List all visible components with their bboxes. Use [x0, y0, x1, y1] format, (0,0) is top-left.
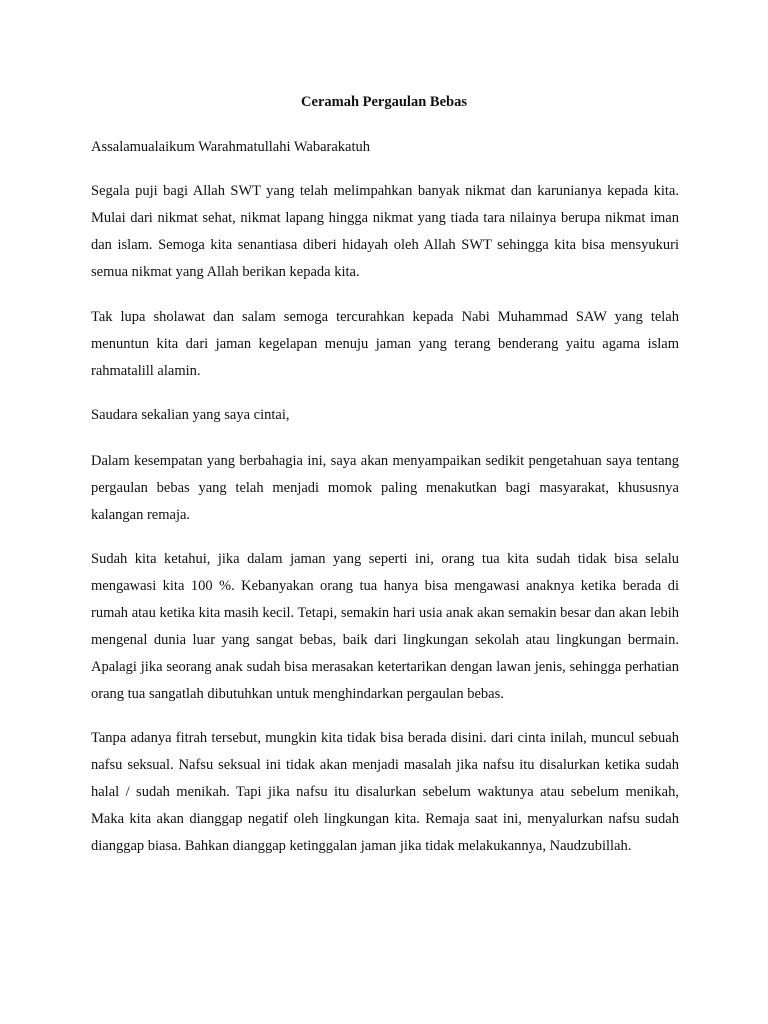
paragraph-introduction: Dalam kesempatan yang berbahagia ini, saya akan menyampaikan sedikit pengetahuan saya tentang pergaulan bebas yang telah menjadi momok paling menakutkan bagi masyarakat, khususnya kalangan remaja.	[91, 453, 679, 523]
paragraph-opening-praise: Segala puji bagi Allah SWT yang telah melimpahkan banyak nikmat dan karunianya kepada kita. Mulai dari nikmat sehat, nikmat lapang hingga nikmat yang tiada tara nilainya berupa nikmat iman dan islam. Semoga kita senantiasa diberi hidayah oleh Allah SWT sehingga kita bisa mensyukuri semua nikmat yang Allah berikan kepada kita.	[91, 183, 679, 280]
document-title: Ceramah Pergaulan Bebas	[301, 94, 467, 110]
paragraph-address: Saudara sekalian yang saya cintai,	[91, 407, 290, 423]
paragraph-parental-supervision: Sudah kita ketahui, jika dalam jaman yang seperti ini, orang tua kita sudah tidak bisa selalu mengawasi kita 100 %. Kebanyakan orang tua hanya bisa mengawasi anaknya ketika berada di rumah atau ketika kita masih kecil. Tetapi, semakin hari usia anak akan semakin besar dan akan lebih mengenal dunia luar yang sangat bebas, baik dari lingkungan sekolah atau lingkungan bermain. Apalagi jika seorang anak sudah bisa merasakan ketertarikan dengan lawan jenis, sehingga perhatian orang tua sangatlah dibutuhkan untuk menghindarkan pergaulan bebas.	[91, 551, 679, 702]
paragraph-sholawat: Tak lupa sholawat dan salam semoga tercurahkan kepada Nabi Muhammad SAW yang telah menuntun kita dari jaman kegelapan menuju jaman yang terang benderang yaitu agama islam rahmatalill alamin.	[91, 309, 679, 379]
paragraph-fitrah: Tanpa adanya fitrah tersebut, mungkin kita tidak bisa berada disini. dari cinta inilah, muncul sebuah nafsu seksual. Nafsu seksual ini tidak akan menjadi masalah jika nafsu itu disalurkan ketika sudah halal / sudah menikah. Tapi jika nafsu itu disalurkan sebelum waktunya atau sebelum menikah, Maka kita akan dianggap negatif oleh lingkungan kita. Remaja saat ini, menyalurkan nafsu sudah dianggap biasa. Bahkan dianggap ketinggalan jaman jika tidak melakukannya, Naudzubillah.	[91, 730, 679, 854]
greeting-line: Assalamualaikum Warahmatullahi Wabarakatuh	[91, 139, 370, 155]
